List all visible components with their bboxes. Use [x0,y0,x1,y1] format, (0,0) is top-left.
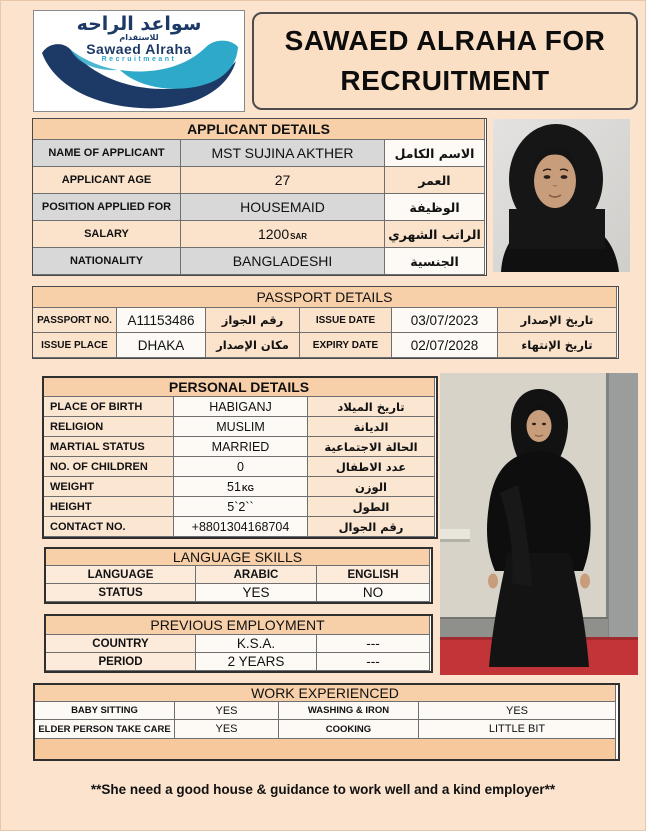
applicant-label: POSITION APPLIED FOR [33,194,181,221]
personal-details-table [42,376,438,539]
applicant-value: MST SUJINA AKTHER [181,140,385,167]
personal-value: 0 [174,457,308,477]
personal-value: MARRIED [174,437,308,457]
work-skill-value: YES [175,720,279,739]
language-skills-table [44,547,433,604]
applicant-fullbody-photo [440,373,638,675]
arabic-status: YES [196,584,317,602]
applicant-arabic: الراتب الشهري [385,221,485,248]
passport-label: ISSUE PLACE [33,333,117,358]
passport-label: ISSUE DATE [300,308,392,333]
applicant-label: NATIONALITY [33,248,181,275]
fullbody-photo-image [440,373,638,675]
weight-value [174,477,308,497]
personal-arabic: الديانة [308,417,435,437]
personal-arabic: الطول [308,497,435,517]
height-value: 5`2`` [174,497,308,517]
salary-currency: SAR [290,231,308,241]
applicant-salary-value [181,221,385,248]
work-empty-band [35,739,616,759]
applicant-arabic: الوظيفة [385,194,485,221]
title-line-1: SAWAED ALRAHA FOR [284,25,606,56]
page-title [252,12,638,110]
work-experienced-header: WORK EXPERIENCED [35,685,616,702]
personal-value: HABIGANJ [174,397,308,417]
personal-label: HEIGHT [44,497,174,517]
passport-details-header: PASSPORT DETAILS [33,287,617,308]
previous-employment-table [44,614,433,673]
footer-note: **She need a good house & guidance to work well and a kind employer** [90,782,556,797]
applicant-details-header: APPLICANT DETAILS [33,119,485,140]
english-status: NO [317,584,430,602]
work-experienced-table [33,683,620,761]
period-value-2: --- [317,653,430,671]
country-value: K.S.A. [196,635,317,653]
passport-arabic: تاريخ الإصدار [498,308,617,333]
logo-agency-name: Sawaed Alraha [86,41,192,57]
applicant-label: APPLICANT AGE [33,167,181,194]
passport-label: PASSPORT NO. [33,308,117,333]
work-skill-value: LITTLE BIT [419,720,616,739]
personal-value: MUSLIM [174,417,308,437]
personal-arabic: الحالة الاجتماعية [308,437,435,457]
personal-arabic: الوزن [308,477,435,497]
work-skill-label: WASHING & IRON [279,702,419,720]
salary-amount: 1200 [257,226,290,242]
applicant-value: BANGLADESHI [181,248,385,275]
title-line-2: RECRUITMENT [340,65,550,96]
passport-number: A11153486 [117,308,206,333]
logo-text-block [34,14,244,64]
work-skill-label: BABY SITTING [35,702,175,720]
applicant-details-table [32,118,487,276]
language-col-label: LANGUAGE [46,566,196,584]
applicant-value: 27 [181,167,385,194]
personal-label: WEIGHT [44,477,174,497]
applicant-label: SALARY [33,221,181,248]
agency-logo [33,10,245,112]
work-skill-value: YES [419,702,616,720]
applicant-value: HOUSEMAID [181,194,385,221]
language-skills-header: LANGUAGE SKILLS [46,549,430,566]
passport-arabic: تاريخ الإنتهاء [498,333,617,358]
personal-label: RELIGION [44,417,174,437]
contact-number: +8801304168704 [174,517,308,537]
previous-employment-header: PREVIOUS EMPLOYMENT [46,616,430,635]
passport-label: EXPIRY DATE [300,333,392,358]
passport-arabic: مكان الإصدار [206,333,300,358]
applicant-portrait-photo [493,119,630,272]
applicant-arabic: الاسم الكامل [385,140,485,167]
work-skill-label: ELDER PERSON TAKE CARE [35,720,175,739]
issue-place-value: DHAKA [117,333,206,358]
personal-label: MARTIAL STATUS [44,437,174,457]
passport-arabic: رقم الجواز [206,308,300,333]
weight-unit: KG [241,484,254,493]
weight-amount: 51 [227,479,241,494]
personal-label: CONTACT NO. [44,517,174,537]
logo-tagline: Recruitmeant [101,56,177,63]
expiry-date-value: 02/07/2028 [392,333,498,358]
language-arabic-col: ARABIC [196,566,317,584]
language-english-col: ENGLISH [317,566,430,584]
personal-label: PLACE OF BIRTH [44,397,174,417]
personal-arabic: رقم الجوال [308,517,435,537]
passport-details-table [32,286,619,359]
period-label: PERIOD [46,653,196,671]
portrait-photo-image [493,119,630,272]
personal-arabic: عدد الاطفال [308,457,435,477]
period-value: 2 YEARS [196,653,317,671]
logo-arabic-title: سواعد الراحه [76,13,202,35]
issue-date-value: 03/07/2023 [392,308,498,333]
work-skill-value: YES [175,702,279,720]
country-label: COUNTRY [46,635,196,653]
work-skill-label: COOKING [279,720,419,739]
personal-arabic: تاريخ الميلاد [308,397,435,417]
personal-label: NO. OF CHILDREN [44,457,174,477]
applicant-arabic: العمر [385,167,485,194]
status-label: STATUS [46,584,196,602]
logo-arabic-subtitle: للاستقدام [119,33,159,42]
country-value-2: --- [317,635,430,653]
personal-details-header: PERSONAL DETAILS [44,378,435,397]
applicant-label: NAME OF APPLICANT [33,140,181,167]
applicant-arabic: الجنسية [385,248,485,275]
